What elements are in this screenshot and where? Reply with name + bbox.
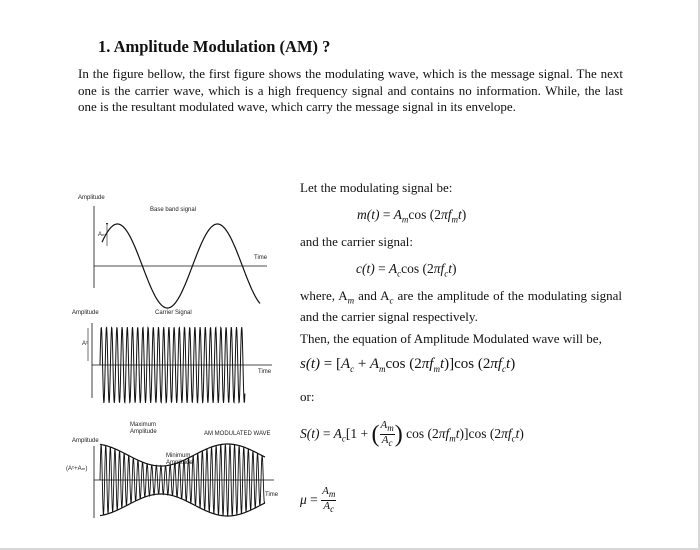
baseband-y-label: Amplitude xyxy=(78,195,105,201)
baseband-x-label: Time xyxy=(254,255,268,261)
carrier-y-label: Amplitude xyxy=(72,310,99,316)
let-text: Let the modulating signal be: xyxy=(300,180,453,195)
am-min-label-2: Amplitude xyxy=(166,460,193,466)
then-text: Then, the equation of Amplitude Modulated wave will be, xyxy=(300,331,602,346)
section-heading: 1. Amplitude Modulation (AM) ? xyxy=(98,37,331,56)
baseband-title: Base band signal xyxy=(150,207,197,213)
carrier-x-label: Time xyxy=(258,369,272,375)
am-y-label: Amplitude xyxy=(72,438,99,444)
am-x-label: Time xyxy=(265,492,279,498)
am-equation-expanded: $S(t) = A_c[1$ + ( $\frac{A_m}{A_c}$ ) $\cos (2\pi f_mt)]\cos$ $(2\pi f_ct)$ xyxy=(300,419,524,449)
baseband-figure xyxy=(62,188,277,293)
baseband-plot xyxy=(62,188,277,293)
baseband-amp-label: Aₘ xyxy=(98,232,106,238)
am-plot xyxy=(62,418,287,523)
carrier-intro-text: and the carrier signal: xyxy=(300,234,413,249)
carrier-plot xyxy=(62,303,282,403)
carrier-amp-label: Aᶜ xyxy=(82,341,89,347)
am-amp-label: (Aᶜ+Aₘ) xyxy=(66,466,88,472)
am-figure xyxy=(62,418,287,523)
message-equation: $m(t) = A_m\cos$ $(2\pi f_mt)$ xyxy=(357,207,467,225)
where-text: where, $A_m$ and $A_c$ are the amplitude of the modulating signal and the carrier signal respectively. xyxy=(300,288,622,324)
am-max-label: Maximum xyxy=(130,422,157,428)
am-equation: $s(t) = [A_c + A_m\cos$ $(2\pi f_mt)]\cos$ $(2\pi f_ct)$ xyxy=(300,356,516,374)
am-min-label: Minimum xyxy=(166,453,191,459)
am-title: AM MODULATED WAVE xyxy=(204,431,271,437)
carrier-title: Carrier Signal xyxy=(155,310,192,316)
intro-paragraph: In the figure bellow, the first figure shows the modulating wave, which is the message signal. The next one is the carrier wave, which is a high frequency signal and contains no information. While, the last one is the resultant modulated wave, which carry the message signal in its envelope. xyxy=(78,66,623,114)
carrier-equation: $c(t) = A_c\cos$ $(2\pi f_ct)$ xyxy=(356,261,457,279)
modulation-index-equation: μ = $\frac{A_m}{A_c}$ xyxy=(300,485,336,515)
or-text: or: xyxy=(300,389,315,404)
am-max-label-2: Amplitude xyxy=(130,429,157,435)
carrier-figure xyxy=(62,303,282,403)
